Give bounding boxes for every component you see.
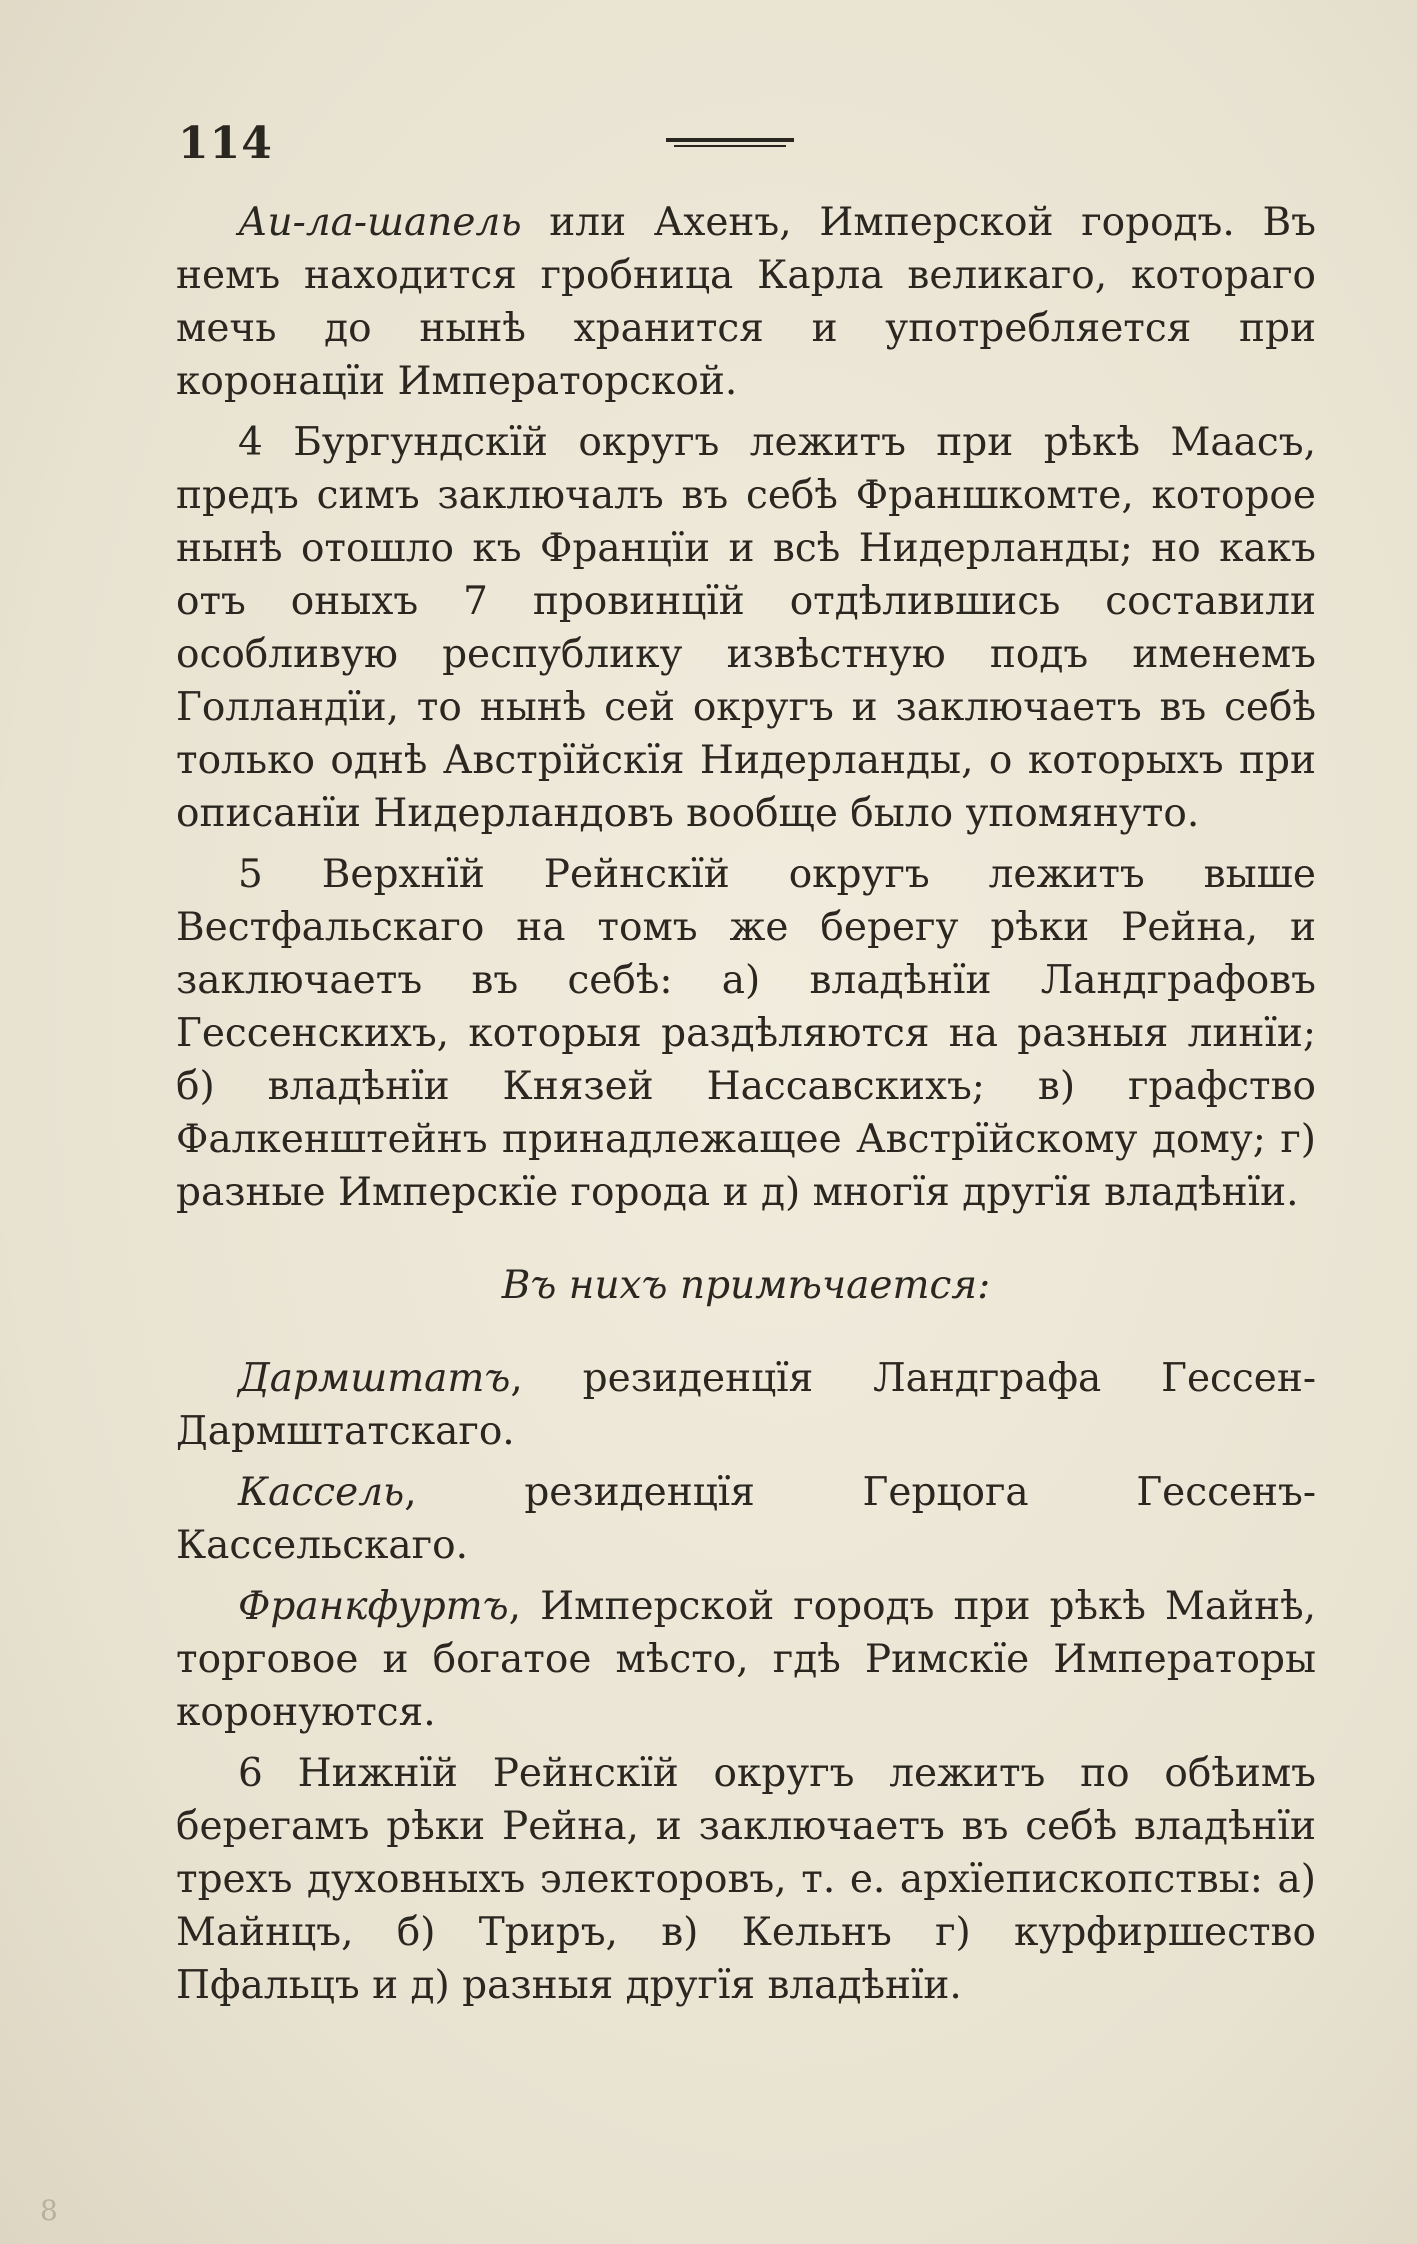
paragraph-text: 5 Верхнїй Рейнскїй округъ лежитъ выше Вестфальскаго на томъ же берегу рѣки Рейна, и заключаетъ въ себѣ: а) владѣнїи Ландграфовъ Гессенскихъ, которыя раздѣляются на разныя линїи; б) владѣнїи Князей Нассавскихъ; в) графство Фалкенштейнъ принадлежащее Австрїйскому дому; г) разные Имперскїе города и д) многїя другїя владѣнїи. — [176, 852, 1316, 1215]
paragraph-upper-rhine-circle — [176, 848, 1316, 1219]
paragraph-frankfurt — [176, 1580, 1316, 1739]
paragraph-burgundian-circle — [176, 416, 1316, 840]
place-name: Кассель — [238, 1470, 405, 1515]
paragraph-darmstadt — [176, 1352, 1316, 1458]
place-name: Франкфуртъ — [238, 1584, 509, 1629]
paragraph-kassel — [176, 1466, 1316, 1572]
place-name: Аи-ла-шапель — [238, 200, 522, 245]
paragraph-text: , резиденцїя Ландграфа Гессен-Дармштатскаго. — [176, 1356, 1316, 1454]
paragraph-aix-la-chapelle — [176, 196, 1316, 408]
body-text — [176, 196, 1316, 2020]
paragraph-text: или Ахенъ, Имперской городъ. Въ немъ находится гробница Карла великаго, котораго мечь до нынѣ хранится и употребляется при коронацїи Императорской. — [176, 200, 1316, 404]
section-heading: Въ нихъ примѣчается: — [501, 1263, 991, 1308]
paragraph-text: , резиденцїя Герцога Гессенъ-Кассельскаго. — [176, 1470, 1316, 1568]
header-ornament — [666, 138, 794, 148]
corner-mark: 8 — [40, 2194, 58, 2227]
paragraph-lower-rhine-circle — [176, 1747, 1316, 2012]
paragraph-text: , Имперской городъ при рѣкѣ Майнѣ, торговое и богатое мѣсто, гдѣ Римскїе Императоры коронуются. — [176, 1584, 1316, 1735]
paragraph-text: 4 Бургундскїй округъ лежитъ при рѣкѣ Маасъ, предъ симъ заключалъ въ себѣ Франшкомте, которое нынѣ отошло къ Францїи и всѣ Нидерланды; но какъ отъ оныхъ 7 провинцїй отдѣлившись составили особливую республику извѣстную подъ именемъ Голландїи, то нынѣ сей округъ и заключаетъ въ себѣ только однѣ Австрїйскїя Нидерланды, о которыхъ при описанїи Нидерландовъ вообще было упомянуто. — [176, 420, 1316, 836]
page-header — [178, 118, 1318, 178]
page-number: 114 — [178, 118, 273, 169]
paragraph-text: 6 Нижнїй Рейнскїй округъ лежитъ по обѣимъ берегамъ рѣки Рейна, и заключаетъ въ себѣ владѣнїи трехъ духовныхъ электоровъ, т. е. архїепископствы: а) Майнцъ, б) Триръ, в) Кельнъ г) курфиршество Пфальцъ и д) разныя другїя владѣнїи. — [176, 1751, 1316, 2008]
place-name: Дармштатъ — [238, 1356, 511, 1401]
